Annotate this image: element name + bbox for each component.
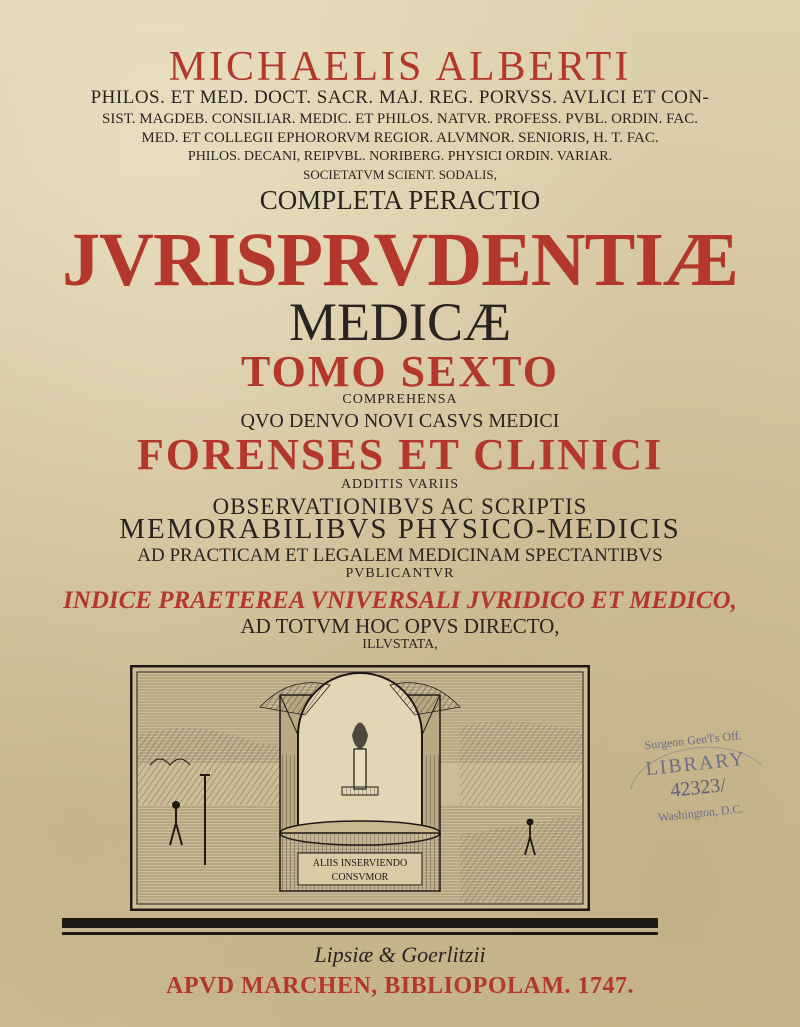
credentials-line-3: MED. ET COLLEGII EPHORORVM REGIOR. ALVMNOR. SENIORIS, H. T. FAC. <box>141 130 659 146</box>
title-medicae: MEDICÆ <box>288 292 511 352</box>
imprint-publisher: APVD MARCHEN, BIBLIOPOLAM. 1747. <box>165 973 634 999</box>
subtitle-forenses: FORENSES ET CLINICI <box>136 430 664 479</box>
subtitle-memorabilibus: MEMORABILIBVS PHYSICO-MEDICIS <box>119 513 681 545</box>
library-stamp <box>607 713 788 840</box>
subtitle-quo: QVO DENVO NOVI CASVS MEDICI <box>240 410 560 432</box>
subtitle-illustrata: ILLVSTATA, <box>362 637 438 652</box>
author-name: MICHAELIS ALBERTI <box>168 44 632 90</box>
motto-line-1: ALIIS INSERVIENDO <box>312 858 408 869</box>
subtitle-observationibus: OBSERVATIONIBVS AC SCRIPTIS <box>212 494 588 519</box>
volume-tomo: TOMO SEXTO <box>241 347 559 396</box>
subtitle-additis: ADDITIS VARIIS <box>340 477 460 492</box>
stamp-line-1: Surgeon Gen'l's Off. <box>643 728 743 753</box>
subtitle-comprehensa: COMPREHENSA <box>342 392 458 407</box>
subtitle-ad-totum: AD TOTVM HOC OPVS DIRECTO, <box>240 614 560 638</box>
stamp-line-3: 42323/ <box>669 774 727 802</box>
subtitle-indice: INDICE PRAETEREA VNIVERSALI JVRIDICO ET MEDICO, <box>63 587 737 614</box>
credentials-line-2: SIST. MAGDEB. CONSILIAR. MEDIC. ET PHILOS. NATVR. PROFESS. PVBL. ORDIN. FAC. <box>102 111 698 127</box>
motto-line-2: CONSVMOR <box>331 872 389 883</box>
stamp-line-4: Washington, D.C. <box>657 801 745 825</box>
subtitle-publicantur: PVBLICANTVR <box>345 566 455 581</box>
rule-thin <box>62 932 658 935</box>
imprint-place: Lipsiæ & Goerlitzii <box>314 942 486 967</box>
subtitle-practicam: AD PRACTICAM ET LEGALEM MEDICINAM SPECTANTIBVS <box>137 545 663 566</box>
stamp-line-2: LIBRARY <box>644 747 747 781</box>
woodcut-vignette <box>130 665 590 911</box>
rule-thick <box>62 918 658 928</box>
credentials-line-1: PHILOS. ET MED. DOCT. SACR. MAJ. REG. PORVSS. AVLICI ET CON- <box>90 87 710 108</box>
title-completa: COMPLETA PERACTIO <box>259 185 541 215</box>
credentials-line-5: SOCIETATVM SCIENT. SODALIS, <box>303 167 497 182</box>
credentials-line-4: PHILOS. DECANI, REIPVBL. NORIBERG. PHYSICI ORDIN. VARIAR. <box>187 149 613 164</box>
title-jurisprudentiae: JVRISPRVDENTIÆ <box>62 218 738 302</box>
